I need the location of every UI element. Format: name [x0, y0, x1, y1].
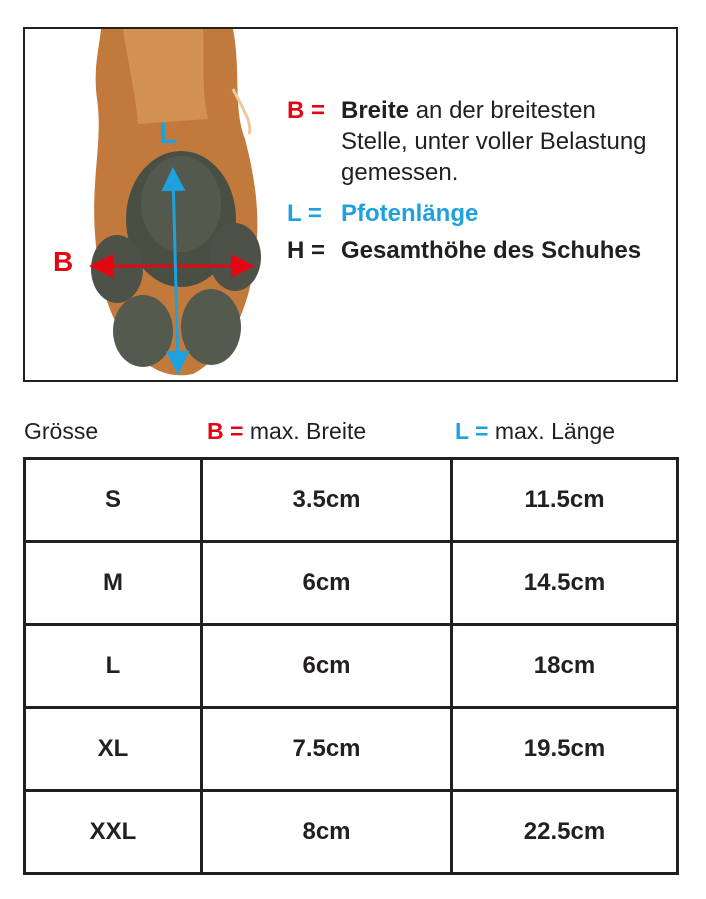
label-l: L	[159, 117, 178, 150]
table-row	[25, 791, 678, 874]
legend-hoehe	[287, 235, 667, 266]
length-cell: 11.5cm	[452, 459, 678, 542]
legend	[287, 95, 667, 266]
width-cell: 6cm	[202, 542, 452, 625]
table-row	[25, 708, 678, 791]
table-row	[25, 459, 678, 542]
width-cell: 8cm	[202, 791, 452, 874]
header-size: Grösse	[24, 418, 99, 444]
width-cell: 7.5cm	[202, 708, 452, 791]
length-cell: 19.5cm	[452, 708, 678, 791]
legend-box	[23, 27, 678, 382]
header-l-label: max. Länge	[488, 418, 616, 444]
size-cell: L	[25, 625, 202, 708]
size-cell: XL	[25, 708, 202, 791]
header-b-label: max. Breite	[243, 418, 367, 444]
legend-b-text: an der breitesten Stelle, unter voller Belastung gemessen.	[341, 97, 647, 186]
legend-h-text: Gesamthöhe des Schuhes	[341, 237, 642, 264]
length-cell: 22.5cm	[452, 791, 678, 874]
legend-l-key: L =	[287, 200, 322, 227]
size-table	[23, 457, 679, 875]
size-cell: S	[25, 459, 202, 542]
table-row	[25, 542, 678, 625]
size-cell: M	[25, 542, 202, 625]
paw-photo	[53, 29, 263, 380]
width-cell: 3.5cm	[202, 459, 452, 542]
header-l-key: L =	[455, 418, 489, 444]
header-b-key: B =	[207, 418, 244, 444]
header-length	[455, 418, 615, 445]
legend-laenge	[287, 198, 667, 229]
width-cell: 6cm	[202, 625, 452, 708]
legend-b-key: B =	[287, 97, 326, 124]
legend-breite	[287, 95, 667, 188]
legend-b-term: Breite	[341, 97, 410, 124]
size-cell: XXL	[25, 791, 202, 874]
label-b: B	[53, 246, 74, 277]
length-cell: 18cm	[452, 625, 678, 708]
length-cell: 14.5cm	[452, 542, 678, 625]
header-width	[207, 418, 366, 445]
legend-h-key: H =	[287, 237, 326, 264]
table-row	[25, 625, 678, 708]
legend-l-text: Pfotenlänge	[341, 200, 479, 227]
